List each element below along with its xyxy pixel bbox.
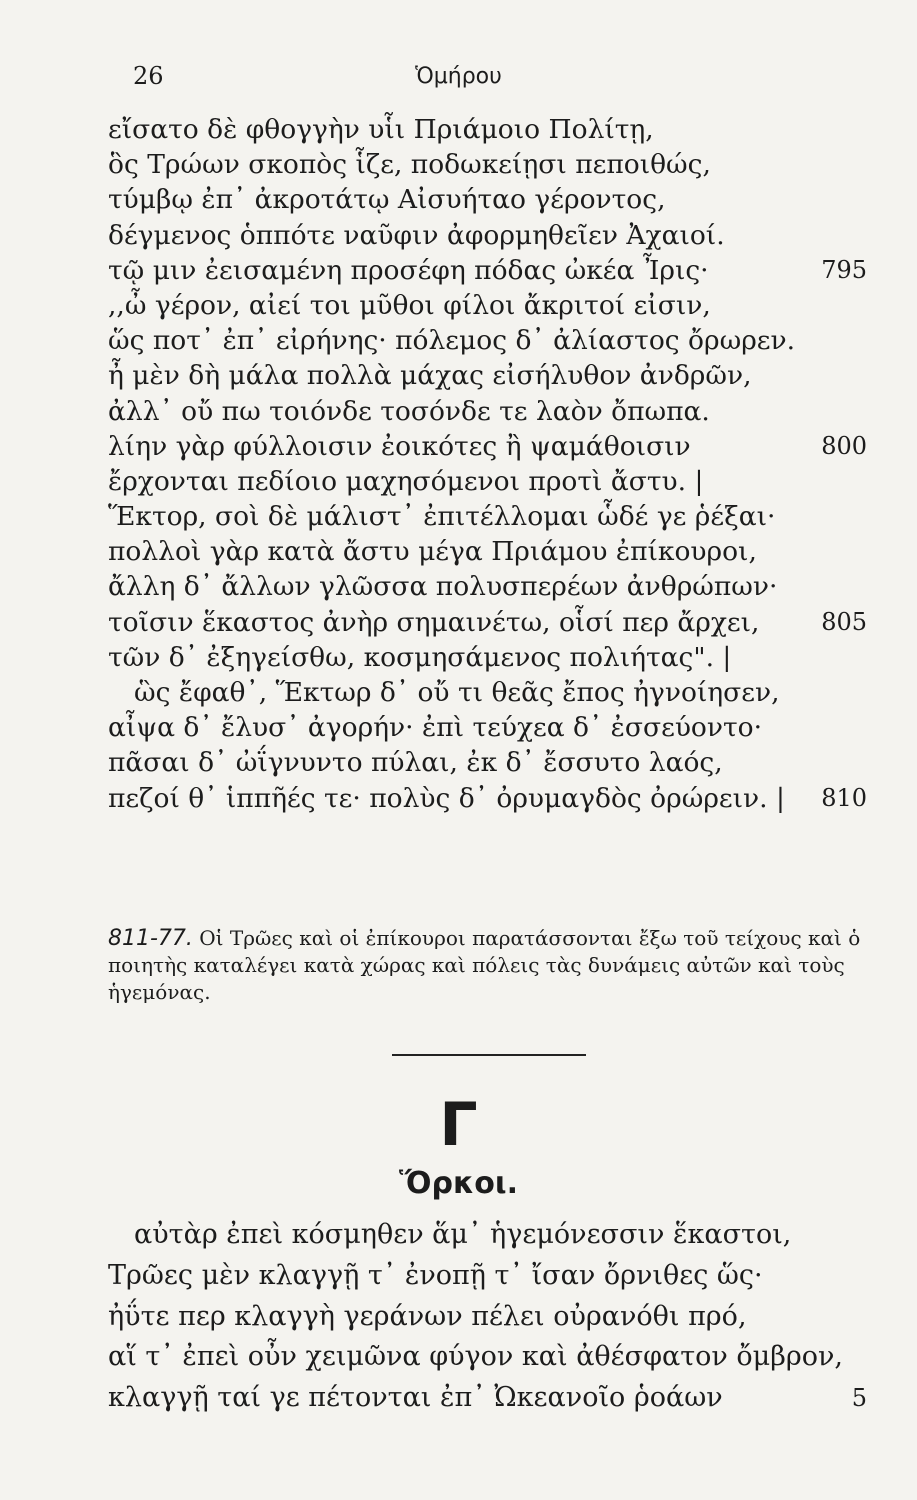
verse-text: εἴσατο δὲ φθογγὴν υἷι Πριάμοιο Πολίτῃ, <box>108 114 654 145</box>
verse-line <box>0 499 917 534</box>
verse-text: ἄλλη δ᾽ ἄλλων γλῶσσα πολυσπερέων ἀνθρώπων· <box>108 571 778 603</box>
book-letter: Γ <box>439 1090 478 1160</box>
verse-line <box>0 1337 917 1378</box>
verse-text: ὣς ἔφαθ᾽, Ἕκτωρ δ᾽ οὔ τι θεᾶς ἔπος ἠγνοίησεν, <box>134 677 780 708</box>
verse-text: πολλοὶ γὰρ κατὰ ἄστυ μέγα Πριάμου ἐπίκουροι, <box>108 536 757 568</box>
verse-text: δέγμενος ὁππότε ναῦφιν ἀφορμηθεῖεν Ἀχαιοί. <box>108 219 725 251</box>
verse-text: τῶν δ᾽ ἐξηγείσθω, κοσμησάμενος πολιήτας". | <box>108 641 732 673</box>
verse-line <box>0 429 917 464</box>
summary-line-range: 811-77. <box>108 926 193 951</box>
line-number: 795 <box>821 255 867 284</box>
verse-text: τῷ μιν ἐεισαμένη προσέφη πόδας ὠκέα Ἶρις· <box>108 254 709 286</box>
verse-line <box>0 781 917 816</box>
verse-text: Ἕκτορ, σοὶ δὲ μάλιστ᾽ ἐπιτέλλομαι ὧδέ γε ῥέξαι· <box>108 501 776 533</box>
verse-line <box>0 182 917 217</box>
verse-text: πεζοί θ᾽ ἱππῆές τε· πολὺς δ᾽ ὀρυμαγδὸς ὀρώρειν. | <box>108 782 785 814</box>
verse-line <box>0 358 917 393</box>
verse-text: λίην γὰρ φύλλοισιν ἐοικότες ἢ ψαμάθοισιν <box>108 430 691 462</box>
verse-line <box>0 745 917 780</box>
verse-text: ἀλλ᾽ οὔ πω τοιόνδε τοσόνδε τε λαὸν ὄπωπα. <box>108 395 710 427</box>
verse-text: κλαγγῇ ταί γε πέτονται ἐπ᾽ Ὠκεανοῖο ῥοάων <box>108 1382 723 1414</box>
verse-line <box>0 1215 917 1256</box>
verse-line <box>0 464 917 499</box>
verse-line <box>0 1297 917 1338</box>
line-number: 805 <box>821 607 867 636</box>
running-head: Ὁμήρου <box>415 64 502 89</box>
verse-text: ἔρχονται πεδίοιο μαχησόμενοι προτὶ ἄστυ. | <box>108 465 704 497</box>
verse-text: αἶψα δ᾽ ἔλυσ᾽ ἀγορήν· ἐπὶ τεύχεα δ᾽ ἐσσεύοντο· <box>108 712 763 744</box>
verse-line <box>0 534 917 569</box>
verse-text: Τρῶες μὲν κλαγγῇ τ᾽ ἐνοπῇ τ᾽ ἴσαν ὄρνιθες ὥς· <box>108 1259 763 1291</box>
verse-line <box>0 569 917 604</box>
verse-text: αἵ τ᾽ ἐπεὶ οὖν χειμῶνα φύγον καὶ ἀθέσφατον ὄμβρον, <box>108 1341 843 1373</box>
section-divider <box>392 1054 586 1056</box>
verse-line <box>0 288 917 323</box>
verse-text: πᾶσαι δ᾽ ὠΐγνυντο πύλαι, ἐκ δ᾽ ἔσσυτο λαός, <box>108 747 723 779</box>
verse-text: ἦ μὲν δὴ μάλα πολλὰ μάχας εἰσήλυθον ἀνδρῶν, <box>108 360 752 392</box>
book-title: Ὅρκοι. <box>399 1166 518 1201</box>
verse-line <box>0 1378 917 1419</box>
verse-line <box>0 605 917 640</box>
page-header <box>0 62 917 92</box>
verse-line <box>0 147 917 182</box>
verse-text: ὃς Τρώων σκοπὸς ἷζε, ποδωκείῃσι πεποιθώς, <box>108 149 711 181</box>
line-number: 810 <box>821 783 867 812</box>
verse-line <box>0 253 917 288</box>
verse-text: ,,ὦ γέρον, αἰεί τοι μῦθοι φίλοι ἄκριτοί εἰσιν, <box>108 289 711 321</box>
verse-block-book-3 <box>0 1215 917 1419</box>
verse-line <box>0 1256 917 1297</box>
verse-text: ἠΰτε περ κλαγγὴ γεράνων πέλει οὐρανόθι πρό, <box>108 1300 747 1332</box>
summary-text: Οἱ Τρῶες καὶ οἱ ἐπίκουροι παρατάσσονται ἔξω τοῦ τείχους καὶ ὁ ποιητὴς καταλέγει κατὰ χώρας καὶ πόλεις τὰς δυνάμεις αὐτῶν καὶ τοὺς ἡγεμόνας. <box>108 926 861 1004</box>
verse-line <box>0 218 917 253</box>
verse-line <box>0 675 917 710</box>
line-number: 800 <box>821 431 867 460</box>
verse-text: τύμβῳ ἐπ᾽ ἀκροτάτῳ Αἰσυήταο γέροντος, <box>108 184 666 216</box>
verse-line <box>0 640 917 675</box>
verse-line <box>0 394 917 429</box>
verse-text: αὐτὰρ ἐπεὶ κόσμηθεν ἅμ᾽ ἡγεμόνεσσιν ἕκαστοι, <box>134 1219 792 1250</box>
verse-line <box>0 710 917 745</box>
page-number: 26 <box>133 62 164 90</box>
verse-line <box>0 112 917 147</box>
verse-text: τοῖσιν ἕκαστος ἀνὴρ σημαινέτω, οἷσί περ ἄρχει, <box>108 606 760 638</box>
line-number: 5 <box>851 1384 867 1413</box>
section-summary <box>108 925 868 1006</box>
verse-text: ὥς ποτ᾽ ἐπ᾽ εἰρήνης· πόλεμος δ᾽ ἀλίαστος ὄρωρεν. <box>108 325 796 357</box>
verse-block-book-2 <box>0 112 917 816</box>
verse-line <box>0 323 917 358</box>
